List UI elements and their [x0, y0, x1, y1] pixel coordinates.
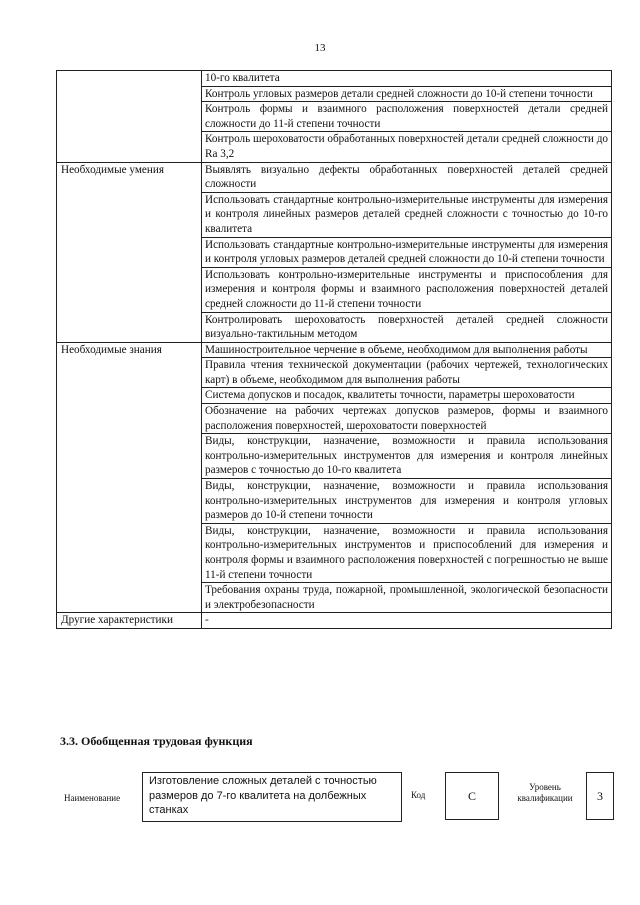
section-title: 3.3. Обобщенная трудовая функция	[60, 734, 253, 748]
name-label: Наименование	[64, 793, 121, 803]
row-label-knowledge: Необходимые знания	[57, 342, 202, 613]
row-label	[57, 71, 202, 163]
row-value: Использовать стандартные контрольно-измерительные инструменты для измерения и контроля линейных размеров деталей средней сложности с точностью до 10-го квалитета	[202, 192, 612, 237]
table-row	[57, 342, 612, 358]
function-code-box: C	[445, 772, 499, 820]
row-value: Система допусков и посадок, квалитеты точности, параметры шероховатости	[202, 388, 612, 404]
row-value: -	[202, 613, 612, 629]
page-number: 13	[314, 42, 326, 54]
row-value: Правила чтения технической документации (рабочих чертежей, технологических карт) в объеме, необходимом для выполнения работы	[202, 358, 612, 388]
table-row	[57, 162, 612, 192]
row-value: Контроль формы и взаимного расположения поверхностей детали средней сложности до 11-й степени точности	[202, 102, 612, 132]
code-label: Код	[411, 790, 426, 800]
row-value: Виды, конструкции, назначение, возможности и правила использования контрольно-измерительных инструментов и приспособлений для измерения и контроля формы и взаимного расположения поверхностей с погрешностью не выше 11-й степени точности	[202, 523, 612, 582]
row-value: Требования охраны труда, пожарной, промышленной, экологической безопасности и электробезопасности	[202, 583, 612, 613]
row-label-other: Другие характеристики	[57, 613, 202, 629]
qualification-level-label: Уровень квалификации	[517, 782, 573, 803]
table-row	[57, 613, 612, 629]
row-value: Использовать контрольно-измерительные инструменты и приспособления для измерения и контроля формы и взаимного расположения поверхностей деталей средней сложности до 11-й степени точности	[202, 267, 612, 312]
table-row	[57, 71, 612, 87]
row-value: Контроль угловых размеров детали средней сложности до 10-й степени точности	[202, 86, 612, 102]
row-value: 10-го квалитета	[202, 71, 612, 87]
row-value: Выявлять визуально дефекты обработанных поверхностей деталей средней сложности	[202, 162, 612, 192]
row-value: Виды, конструкции, назначение, возможности и правила использования контрольно-измерительных инструментов для измерения и контроля угловых размеров до 10-й степени точности	[202, 479, 612, 524]
row-value: Обозначение на рабочих чертежах допусков размеров, формы и взаимного расположения поверхностей, шероховатости поверхностей	[202, 404, 612, 434]
qualification-level-box: 3	[586, 772, 614, 820]
row-label-skills: Необходимые умения	[57, 162, 202, 342]
requirements-table	[56, 70, 612, 629]
row-value: Использовать стандартные контрольно-измерительные инструменты для измерения и контроля угловых размеров деталей средней сложности до 10-й степени точности	[202, 237, 612, 267]
row-value: Виды, конструкции, назначение, возможности и правила использования контрольно-измерительных инструментов для измерения и контроля линейных размеров с точностью до 10-го квалитета	[202, 434, 612, 479]
row-value: Контроль шероховатости обработанных поверхностей детали средней сложности до Ra 3,2	[202, 132, 612, 162]
row-value: Машиностроительное черчение в объеме, необходимом для выполнения работы	[202, 342, 612, 358]
row-value: Контролировать шероховатость поверхностей деталей средней сложности визуально-тактильным методом	[202, 312, 612, 342]
function-name-box: Изготовление сложных деталей с точностью размеров до 7-го квалитета на долбежных станках	[142, 772, 402, 822]
